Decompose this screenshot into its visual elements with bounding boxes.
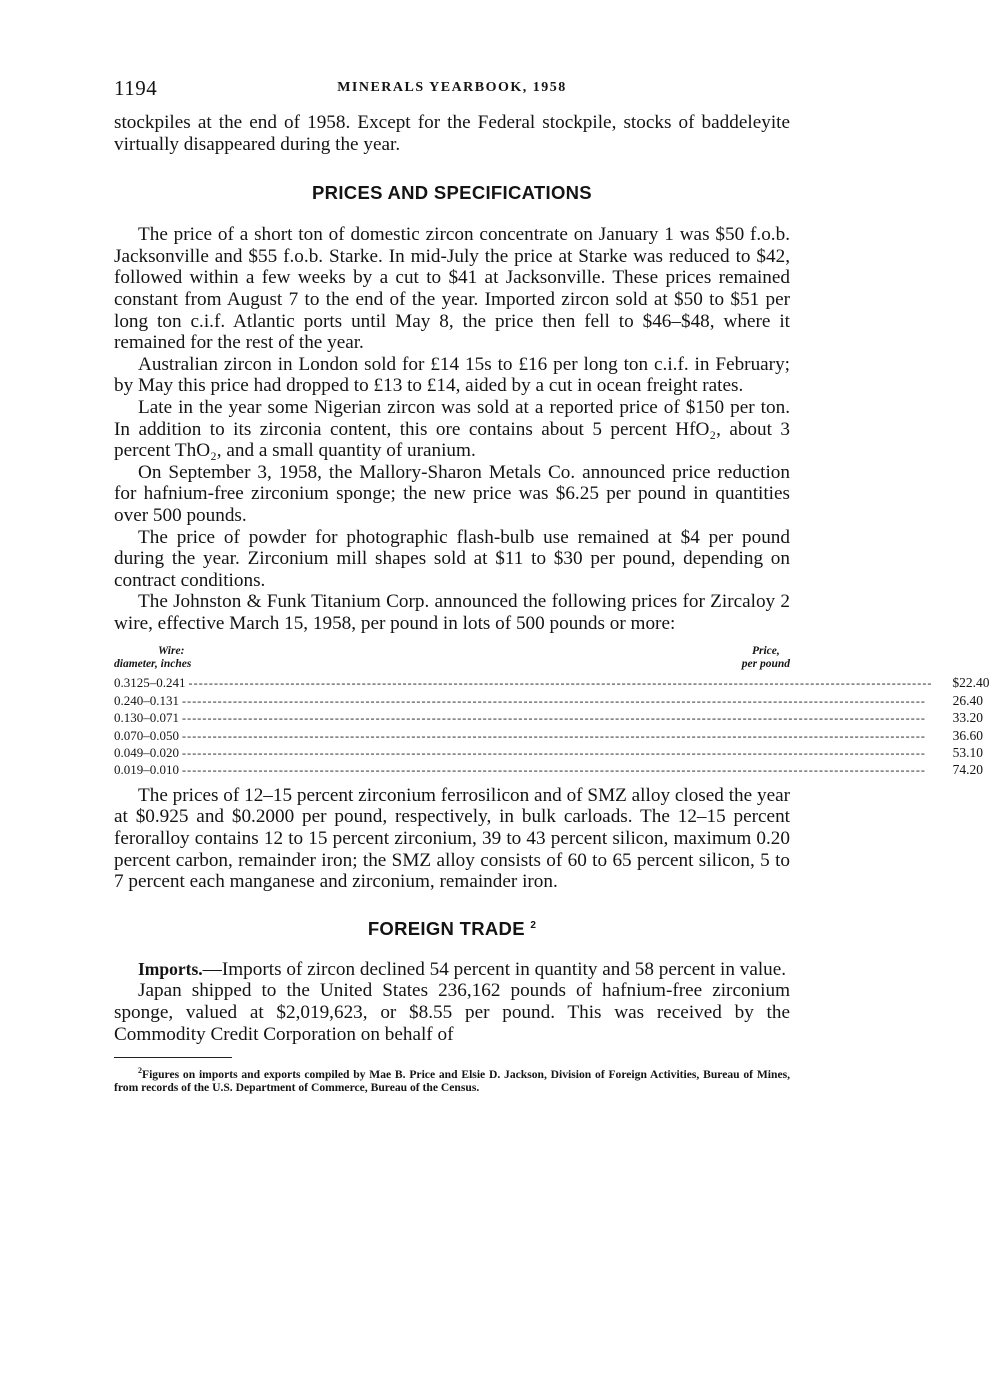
footnote-text: Figures on imports and exports compiled by Mae B. Price and Elsie D. Jackson, Division of Foreign Activities, Bureau of Mines, from records of the U.S. Department of Commerce, Bureau of the Census. (114, 1068, 790, 1094)
price-value: $22.40 (952, 675, 990, 691)
prices-paragraph-5: The price of powder for photographic flash-bulb use remained at $4 per pound during the year. Zirconium mill shapes sold at $11 to $30 per pound, depending on contract conditions. (114, 526, 790, 591)
table-row (114, 709, 984, 726)
page-header (114, 72, 790, 112)
price-value: 74.20 (952, 762, 984, 778)
intro-paragraph: stockpiles at the end of 1958. Except for the Federal stockpile, stocks of baddeleyite virtually disappeared during the year. (114, 112, 790, 155)
page (114, 72, 990, 1094)
imports-paragraph (114, 959, 790, 981)
imports-run-in-heading: Imports. (138, 958, 203, 979)
dot-leader: -------------------------------------------------------------------------------------------------------------------------------------------------- (188, 676, 933, 691)
column-header-price-line2: per pound (741, 657, 790, 670)
wire-diameter: 0.240–0.131 (114, 692, 179, 708)
footnote-divider (114, 1057, 232, 1058)
table-header (114, 645, 790, 670)
foreign-trade-title: FOREIGN TRADE (367, 917, 525, 939)
prices-paragraph-1: The price of a short ton of domestic zircon concentrate on January 1 was $50 f.o.b. Jacksonville and $55 f.o.b. Starke. In mid-July the price at Starke was reduced to $42, followed within a few weeks by a cut to $41 at Jacksonville. These prices remained constant from August 7 to the end of the year. Imported zircon sold at $50 to $51 per long ton c.i.f. Atlantic ports until May 8, the price then fell to $46–$48, where it remained for the rest of the year. (114, 224, 790, 354)
wire-diameter: 0.049–0.020 (114, 745, 179, 761)
zircaloy-price-table (114, 645, 990, 778)
dot-leader: -------------------------------------------------------------------------------------------------------------------------------------------------- (182, 693, 927, 708)
running-head: MINERALS YEARBOOK, 1958 (337, 80, 567, 95)
table-row (114, 692, 984, 709)
footnote-reference: 2 (530, 919, 537, 931)
prices-paragraph-2: Australian zircon in London sold for £14 15s to £16 per long ton c.i.f. in February; by May this price had dropped to £13 to £14, aided by a cut in ocean freight rates. (114, 353, 790, 397)
footnote-number: 2 (138, 1066, 142, 1076)
price-value: 26.40 (952, 692, 984, 708)
dot-leader: -------------------------------------------------------------------------------------------------------------------------------------------------- (182, 746, 927, 761)
dot-leader: -------------------------------------------------------------------------------------------------------------------------------------------------- (182, 728, 927, 743)
prices-paragraph-6: The Johnston & Funk Titanium Corp. announced the following prices for Zircaloy 2 wire, effective March 15, 1958, per pound in lots of 500 pounds or more: (114, 591, 790, 634)
column-header-wire-line1: Wire: (158, 645, 185, 658)
trade-paragraph: Japan shipped to the United States 236,162 pounds of hafnium-free zirconium sponge, valued at $2,019,623, or $8.55 per pound. This was received by the Commodity Credit Corporation on behalf of (114, 980, 790, 1045)
prices-paragraph-4: On September 3, 1958, the Mallory-Sharon Metals Co. announced price reduction for hafnium-free zirconium sponge; the new price was $6.25 per pound in quantities over 500 pounds. (114, 461, 790, 526)
wire-diameter: 0.130–0.071 (114, 710, 179, 726)
page-number: 1194 (114, 76, 158, 100)
section-heading-prices: PRICES AND SPECIFICATIONS (312, 182, 592, 204)
footnote (114, 1065, 790, 1094)
wire-diameter: 0.019–0.010 (114, 762, 179, 778)
prices-paragraph-3: Late in the year some Nigerian zircon was sold at a reported price of $150 per ton. In addition to its zirconia content, this ore contains about 5 percent HfO₂, about 3 percent ThO₂, and a small quantity of uranium. (114, 396, 790, 462)
column-header-wire-line2: diameter, inches (114, 657, 192, 670)
table-row (114, 761, 984, 778)
prices-closing-paragraph: The prices of 12–15 percent zirconium ferrosilicon and of SMZ alloy closed the year at $0.925 and $0.2000 per pound, respectively, in bulk carloads. The 12–15 percent feroralloy contains 12 to 15 percent zirconium, 39 to 43 percent silicon, maximum 0.20 percent carbon, remainder iron; the SMZ alloy consists of 60 to 65 percent silicon, 5 to 7 percent each manganese and zirconium, remainder iron. (114, 784, 790, 893)
table-body (114, 674, 990, 778)
column-header-price-line1: Price, (751, 645, 780, 658)
dot-leader: -------------------------------------------------------------------------------------------------------------------------------------------------- (182, 711, 927, 726)
wire-diameter: 0.070–0.050 (114, 727, 179, 743)
section-heading-foreign-trade (114, 918, 790, 940)
price-value: 33.20 (952, 710, 984, 726)
dot-leader: -------------------------------------------------------------------------------------------------------------------------------------------------- (182, 763, 927, 778)
imports-text: —Imports of zircon declined 54 percent in quantity and 58 percent in value. (202, 958, 787, 980)
price-value: 53.10 (952, 745, 984, 761)
wire-diameter: 0.3125–0.241 (114, 675, 186, 691)
table-row (114, 674, 990, 691)
column-header-price (742, 645, 790, 670)
table-row (114, 744, 984, 761)
table-row (114, 727, 984, 744)
price-value: 36.60 (952, 727, 984, 743)
column-header-wire (114, 645, 191, 670)
